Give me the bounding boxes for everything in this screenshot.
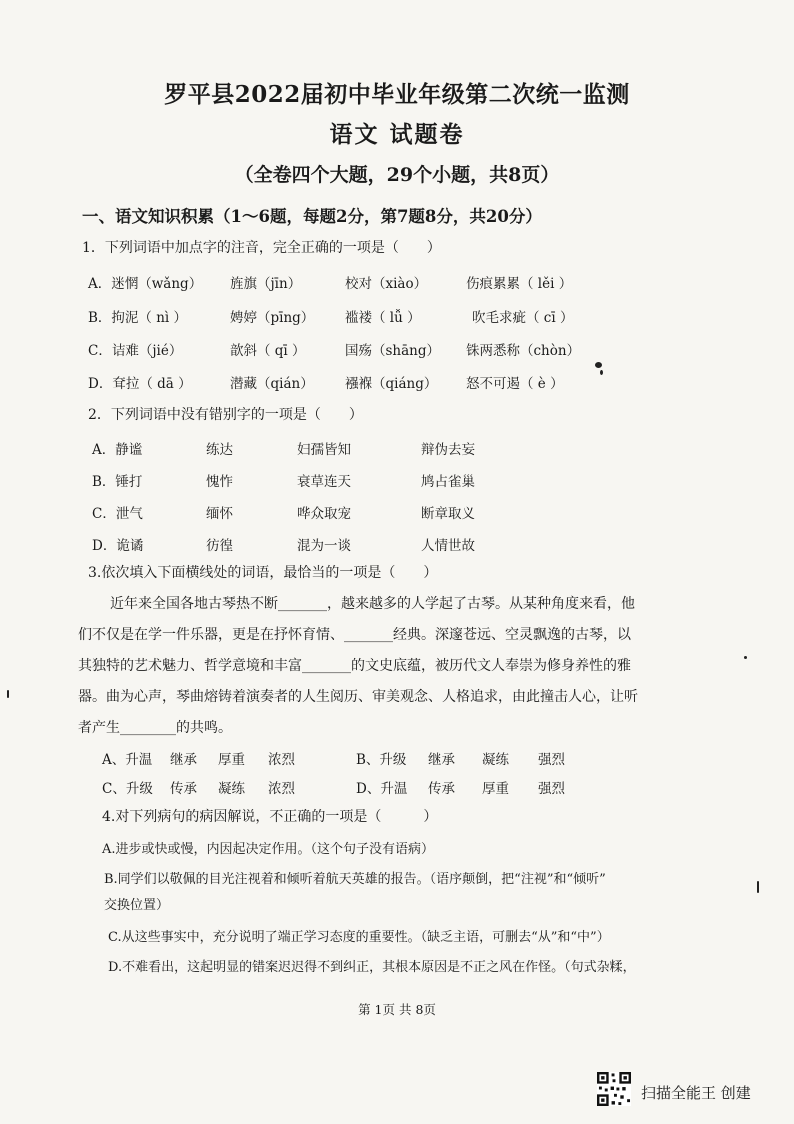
q2-option-a-1: A．静谧 xyxy=(92,442,143,458)
q2-option-d-3: 混为一谈 xyxy=(297,538,351,554)
passage-line-4: 器。曲为心声，琴曲熔铸着演奏者的人生阅历、审美观念、人格追求，由此撞击人心，让听 xyxy=(78,689,638,705)
q3-option-b-1: B、升级 xyxy=(356,752,407,768)
q3-option-d-4: 强烈 xyxy=(538,781,565,797)
q3-option-b-2: 继承 xyxy=(428,752,455,768)
q2-option-b-4: 鸠占雀巢 xyxy=(421,474,475,490)
subject-title: 语文 试题卷 xyxy=(329,121,465,148)
q3-option-c-2: 传承 xyxy=(170,781,197,797)
question-1-stem: 1．下列词语中加点字的注音，完全正确的一项是（ ） xyxy=(82,240,441,256)
q2-option-a-4: 辩伪去妄 xyxy=(421,442,475,458)
passage-line-5: 者产生________的共鸣。 xyxy=(78,720,232,736)
q3-option-d-3: 厚重 xyxy=(482,781,509,797)
q1-option-b-1: B．拘泥（ nì ） xyxy=(88,310,188,326)
q1-option-c-4: 铢两悉称（chòn） xyxy=(466,343,581,359)
question-3-passage xyxy=(78,589,678,744)
q1-option-a-2: 旌旗（jīn） xyxy=(230,276,302,292)
q2-option-a-2: 练达 xyxy=(206,442,233,458)
q2-option-c-3: 哗众取宠 xyxy=(297,506,351,522)
scanner-watermark: 扫描全能王 创建 xyxy=(641,1084,751,1102)
q1-option-d-3: 襁褓（qiáng） xyxy=(345,376,438,392)
page-number: 第 1页 共 8页 xyxy=(358,1002,436,1017)
q4-option-b-cont: 交换位置） xyxy=(104,898,170,913)
q2-option-c-4: 断章取义 xyxy=(421,506,475,522)
q4-option-c: C.从这些事实中，充分说明了端正学习态度的重要性。（缺乏主语，可删去“从”和“中”） xyxy=(108,930,610,945)
q4-option-a: A.进步或快或慢，内因起决定作用。（这个句子没有语病） xyxy=(102,842,435,857)
q2-option-b-2: 愧怍 xyxy=(206,474,233,490)
q1-option-b-2: 娉婷（pīng） xyxy=(230,310,315,326)
q3-option-c-3: 凝练 xyxy=(218,781,245,797)
question-2-stem: 2．下列词语中没有错别字的一项是（ ） xyxy=(88,407,363,423)
q1-option-c-3: 国殇（shāng） xyxy=(345,343,441,359)
question-4-stem: 4.对下列病句的病因解说，不正确的一项是（ ） xyxy=(102,809,438,825)
passage-line-2: 们不仅是在学一件乐器，更是在抒怀育情、_______经典。深邃苍远、空灵飘逸的古琴，以 xyxy=(78,627,631,643)
q2-option-b-3: 衰草连天 xyxy=(297,474,351,490)
q2-option-a-3: 妇孺皆知 xyxy=(297,442,351,458)
q3-option-d-2: 传承 xyxy=(428,781,455,797)
q2-option-d-4: 人情世故 xyxy=(421,538,475,554)
q4-option-d: D.不难看出，这起明显的错案迟迟得不到纠正，其根本原因是不正之风在作怪。（句式杂糅， xyxy=(108,960,636,975)
question-3-stem: 3.依次填入下面横线处的词语，最恰当的一项是（ ） xyxy=(88,565,438,581)
exam-scope: （全卷四个大题，29个小题，共8页） xyxy=(234,164,560,186)
q1-option-a-4: 伤痕累累（ lěi ） xyxy=(466,276,573,292)
q1-option-b-4: 吹毛求疵（ cī ） xyxy=(472,310,574,326)
q3-option-b-3: 凝练 xyxy=(482,752,509,768)
scan-speck xyxy=(7,690,9,698)
q2-option-b-1: B．锤打 xyxy=(92,474,143,490)
q1-option-a-3: 校对（xiào） xyxy=(345,276,428,292)
q3-option-a-1: A、升温 xyxy=(102,752,153,768)
q3-option-c-1: C、升级 xyxy=(102,781,153,797)
q2-option-c-2: 缅怀 xyxy=(206,506,233,522)
q1-option-a-1: A．迷惘（wǎng） xyxy=(88,276,203,292)
exam-title: 罗平县2022届初中毕业年级第二次统一监测 xyxy=(164,81,630,108)
q1-option-d-1: D．耷拉（ dā ） xyxy=(88,376,192,392)
passage-line-3: 其独特的艺术魅力、哲学意境和丰富_______的文史底蕴，被历代文人奉崇为修身养性的雅 xyxy=(78,658,631,674)
q3-option-a-4: 浓烈 xyxy=(268,752,295,768)
q2-option-d-2: 彷徨 xyxy=(206,538,233,554)
scan-speck xyxy=(744,656,747,659)
q4-option-b: B.同学们以敬佩的目光注视着和倾听着航天英雄的报告。（语序颠倒，把“注视”和“倾听” xyxy=(104,872,606,887)
q1-option-d-2: 潜藏（qián） xyxy=(230,376,314,392)
q1-option-d-4: 怒不可遏（ è ） xyxy=(466,376,564,392)
q1-option-c-1: C．诘难（jié） xyxy=(88,343,183,359)
q3-option-b-4: 强烈 xyxy=(538,752,565,768)
q2-option-c-1: C．泄气 xyxy=(92,506,143,522)
passage-line-1: 近年来全国各地古琴热不断_______，越来越多的人学起了古琴。从某种角度来看，他 xyxy=(110,596,635,612)
q1-option-b-3: 褴褛（ lǚ ） xyxy=(345,310,421,326)
q3-option-c-4: 浓烈 xyxy=(268,781,295,797)
q3-option-a-2: 继承 xyxy=(170,752,197,768)
q1-option-c-2: 歆斜（ qī ） xyxy=(230,343,306,359)
q3-option-a-3: 厚重 xyxy=(218,752,245,768)
section-heading: 一、语文知识积累（1～6题，每题2分，第7题8分，共20分） xyxy=(82,207,542,226)
scan-speck xyxy=(600,370,603,375)
q2-option-d-1: D．诡谲 xyxy=(92,538,144,554)
q3-option-d-1: D、升温 xyxy=(356,781,408,797)
scan-speck xyxy=(757,881,759,893)
qr-code-icon xyxy=(597,1072,631,1106)
scan-speck xyxy=(595,362,602,368)
